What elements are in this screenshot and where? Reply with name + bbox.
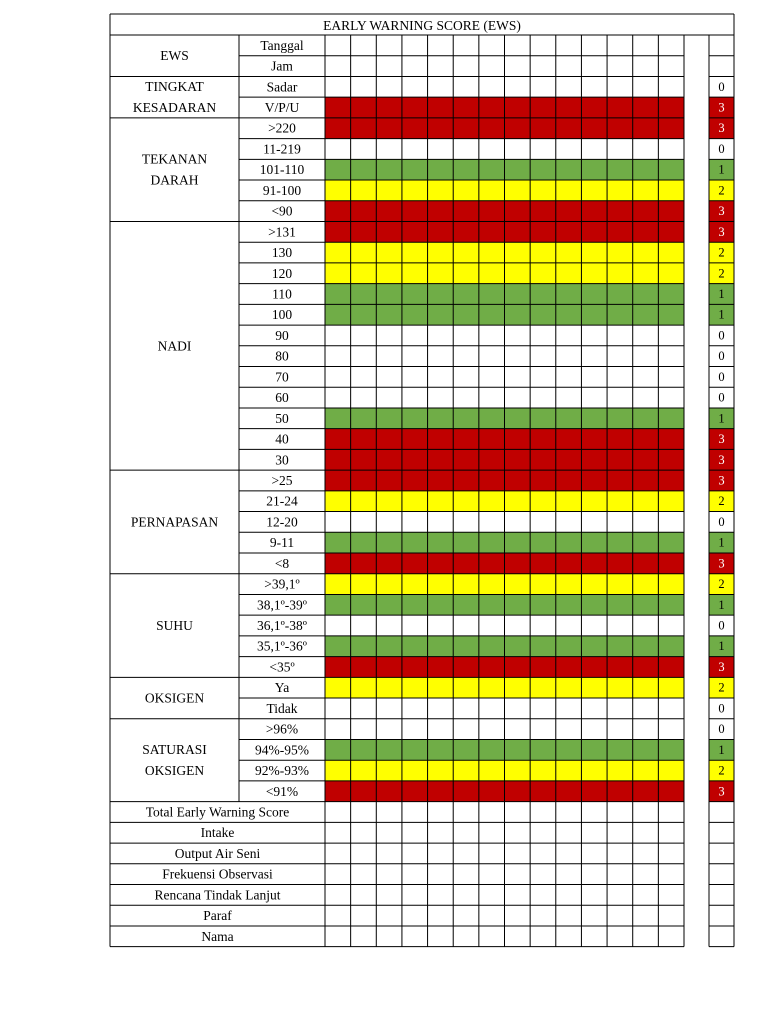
footer-label: Nama bbox=[201, 928, 234, 944]
score-value: 3 bbox=[718, 432, 725, 447]
group-label: KESADARAN bbox=[132, 100, 217, 116]
group-label: SATURASI bbox=[142, 742, 207, 758]
param-range-label: 70 bbox=[275, 369, 289, 385]
score-value: 0 bbox=[718, 79, 725, 94]
footer-label: Total Early Warning Score bbox=[145, 804, 290, 820]
score-value: 1 bbox=[718, 411, 725, 426]
score-value: 0 bbox=[718, 328, 725, 343]
score-value: 1 bbox=[718, 307, 725, 322]
score-value: 3 bbox=[718, 784, 725, 799]
footer-label: Rencana Tindak Lanjut bbox=[154, 887, 281, 903]
param-range-label: 80 bbox=[275, 348, 289, 364]
group-label: TINGKAT bbox=[145, 79, 204, 95]
param-range-label: 130 bbox=[271, 245, 293, 261]
score-value: 3 bbox=[718, 556, 725, 571]
score-value: 1 bbox=[718, 162, 725, 177]
score-value: 3 bbox=[718, 473, 725, 488]
group-label: OKSIGEN bbox=[144, 763, 205, 779]
param-range-label: 35,1º-36º bbox=[257, 638, 307, 654]
score-value: 0 bbox=[718, 701, 725, 716]
param-range-label: 30 bbox=[275, 452, 289, 468]
sheet-title: EARLY WARNING SCORE (EWS) bbox=[323, 18, 521, 33]
param-range-label: Sadar bbox=[266, 79, 298, 95]
param-range-label: 40 bbox=[275, 431, 289, 447]
param-range-label: 91-100 bbox=[262, 182, 302, 198]
group-label: SUHU bbox=[156, 618, 193, 634]
param-range-label: 12-20 bbox=[266, 514, 298, 530]
score-value: 3 bbox=[718, 204, 725, 219]
header-group-label: EWS bbox=[160, 48, 189, 64]
param-range-label: >96% bbox=[265, 721, 299, 737]
score-value: 0 bbox=[718, 514, 725, 529]
header-jam-label: Jam bbox=[271, 58, 293, 74]
score-value: 2 bbox=[718, 577, 725, 592]
score-value: 3 bbox=[718, 121, 725, 136]
footer-label: Frekuensi Observasi bbox=[162, 866, 273, 882]
param-range-label: <91% bbox=[265, 783, 299, 799]
param-range-label: 11-219 bbox=[263, 141, 301, 157]
param-range-label: 21-24 bbox=[266, 493, 298, 509]
param-range-label: <90 bbox=[271, 203, 293, 219]
score-value: 3 bbox=[718, 100, 725, 115]
score-value: 1 bbox=[718, 742, 725, 757]
group-label: DARAH bbox=[150, 172, 199, 188]
score-value: 2 bbox=[718, 763, 725, 778]
param-range-label: 36,1º-38º bbox=[257, 618, 307, 634]
score-value: 1 bbox=[718, 535, 725, 550]
param-range-label: Ya bbox=[274, 680, 290, 696]
score-value: 1 bbox=[718, 287, 725, 301]
param-range-label: 38,1º-39º bbox=[257, 597, 307, 613]
score-value: 0 bbox=[718, 349, 725, 364]
group-label: PERNAPASAN bbox=[130, 514, 219, 530]
footer-label: Output Air Seni bbox=[174, 845, 261, 861]
param-range-label: 101-110 bbox=[259, 162, 305, 178]
group-label: TEKANAN bbox=[141, 151, 208, 167]
param-range-label: >39,1º bbox=[264, 576, 300, 592]
param-range-label: 94%-95% bbox=[255, 742, 309, 758]
param-range-label: 9-11 bbox=[269, 535, 295, 551]
score-value: 2 bbox=[718, 266, 725, 281]
score-value: 3 bbox=[718, 452, 725, 467]
group-label: OKSIGEN bbox=[144, 690, 205, 706]
param-range-label: 120 bbox=[271, 265, 293, 281]
score-value: 3 bbox=[718, 659, 725, 674]
score-value: 2 bbox=[718, 494, 725, 509]
score-value: 2 bbox=[718, 245, 725, 260]
score-value: 3 bbox=[718, 224, 725, 239]
param-range-label: 60 bbox=[275, 390, 289, 406]
score-value: 1 bbox=[718, 597, 725, 612]
param-range-label: >220 bbox=[268, 120, 296, 136]
param-range-label: 50 bbox=[275, 410, 289, 426]
param-range-label: 110 bbox=[272, 286, 292, 302]
score-value: 2 bbox=[718, 680, 725, 695]
score-value: 0 bbox=[718, 618, 725, 633]
group-label: NADI bbox=[157, 338, 192, 354]
footer-label: Intake bbox=[200, 825, 235, 841]
score-value: 1 bbox=[718, 639, 725, 654]
param-range-label: 90 bbox=[275, 327, 289, 343]
score-value: 0 bbox=[718, 369, 725, 384]
param-range-label: 92%-93% bbox=[255, 763, 309, 779]
score-value: 0 bbox=[718, 390, 725, 405]
param-range-label: >131 bbox=[268, 224, 296, 240]
score-value: 0 bbox=[718, 722, 725, 737]
param-range-label: <8 bbox=[274, 555, 290, 571]
param-range-label: V/P/U bbox=[264, 100, 300, 116]
header-tanggal-label: Tanggal bbox=[260, 37, 304, 53]
param-range-label: 100 bbox=[271, 307, 293, 323]
param-range-label: Tidak bbox=[266, 700, 298, 716]
footer-label: Paraf bbox=[203, 908, 232, 924]
param-range-label: <35º bbox=[269, 659, 295, 675]
score-value: 2 bbox=[718, 183, 725, 198]
param-range-label: >25 bbox=[271, 472, 293, 488]
score-value: 0 bbox=[718, 141, 725, 156]
